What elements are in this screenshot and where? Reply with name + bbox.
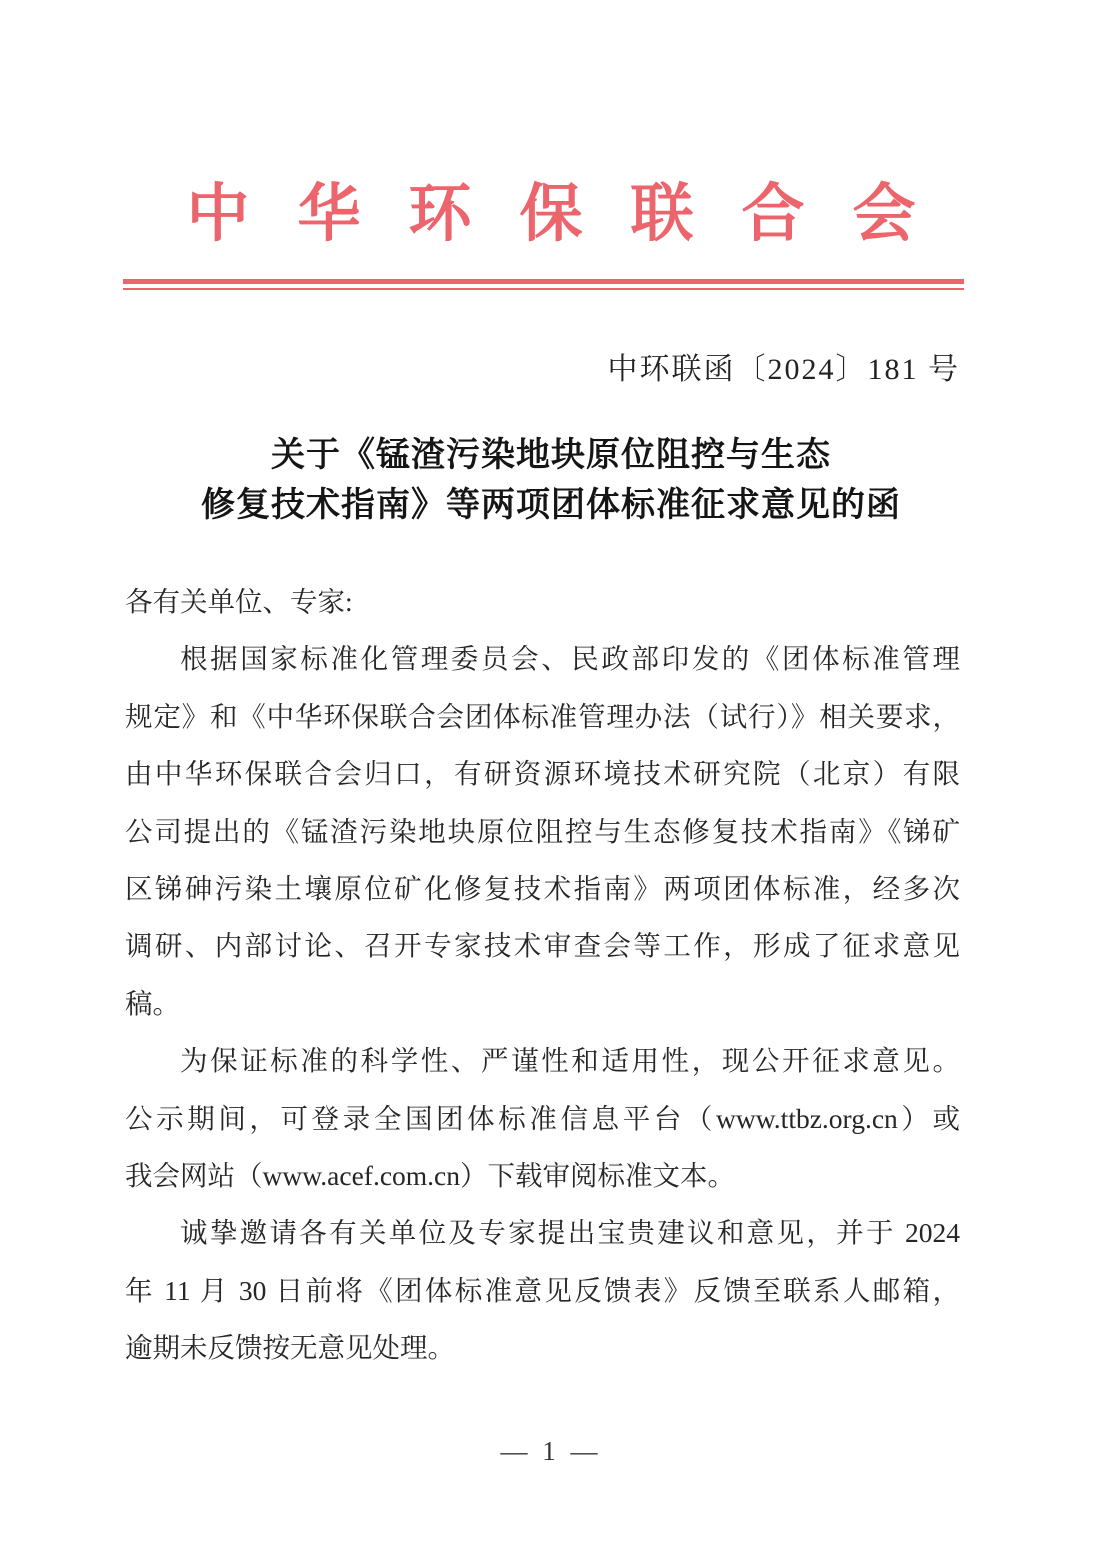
document-number: 中环联函〔2024〕181 号: [607, 353, 960, 386]
body-line: 公示期间，可登录全国团体标准信息平台（www.ttbz.org.cn）或: [125, 1102, 960, 1134]
salutation-line: 各有关单位、专家:: [125, 586, 353, 617]
document-title: [0, 431, 1102, 531]
body-line: 规定》和《中华环保联合会团体标准管理办法（试行）》相关要求，: [125, 700, 960, 732]
letterhead-separator: [123, 279, 964, 290]
body-line: 诚挚邀请各有关单位及专家提出宝贵建议和意见，并于 2024: [180, 1217, 960, 1249]
body-line: 区锑砷污染土壤原位矿化修复技术指南》两项团体标准，经多次: [125, 872, 960, 904]
separator-thick-line: [123, 279, 964, 284]
body-line: 根据国家标准化管理委员会、民政部印发的《团体标准管理: [180, 643, 960, 675]
letterhead-org-name: 中华环保联合会: [186, 179, 964, 249]
separator-thin-line: [123, 288, 964, 290]
body-line: 我会网站（www.acef.com.cn）下载审阅标准文本。: [125, 1159, 735, 1191]
document-title-line1: 关于《锰渣污染地块原位阻控与生态: [271, 437, 831, 474]
body-line: 逾期未反馈按无意见处理。: [125, 1332, 455, 1364]
body-line: 稿。: [125, 987, 180, 1019]
document-title-line2: 修复技术指南》等两项团体标准征求意见的函: [201, 487, 901, 524]
body-line: 为保证标准的科学性、严谨性和适用性，现公开征求意见。: [180, 1045, 960, 1077]
body-line: 由中华环保联合会归口，有研资源环境技术研究院（北京）有限: [125, 758, 960, 790]
letter-body: [125, 573, 960, 1376]
body-line: 年 11 月 30 日前将《团体标准意见反馈表》反馈至联系人邮箱，: [125, 1274, 960, 1306]
body-line: 调研、内部讨论、召开专家技术审查会等工作，形成了征求意见: [125, 930, 960, 962]
body-line: 公司提出的《锰渣污染地块原位阻控与生态修复技术指南》《锑矿: [125, 815, 960, 847]
page-number: — 1 —: [500, 1436, 602, 1466]
